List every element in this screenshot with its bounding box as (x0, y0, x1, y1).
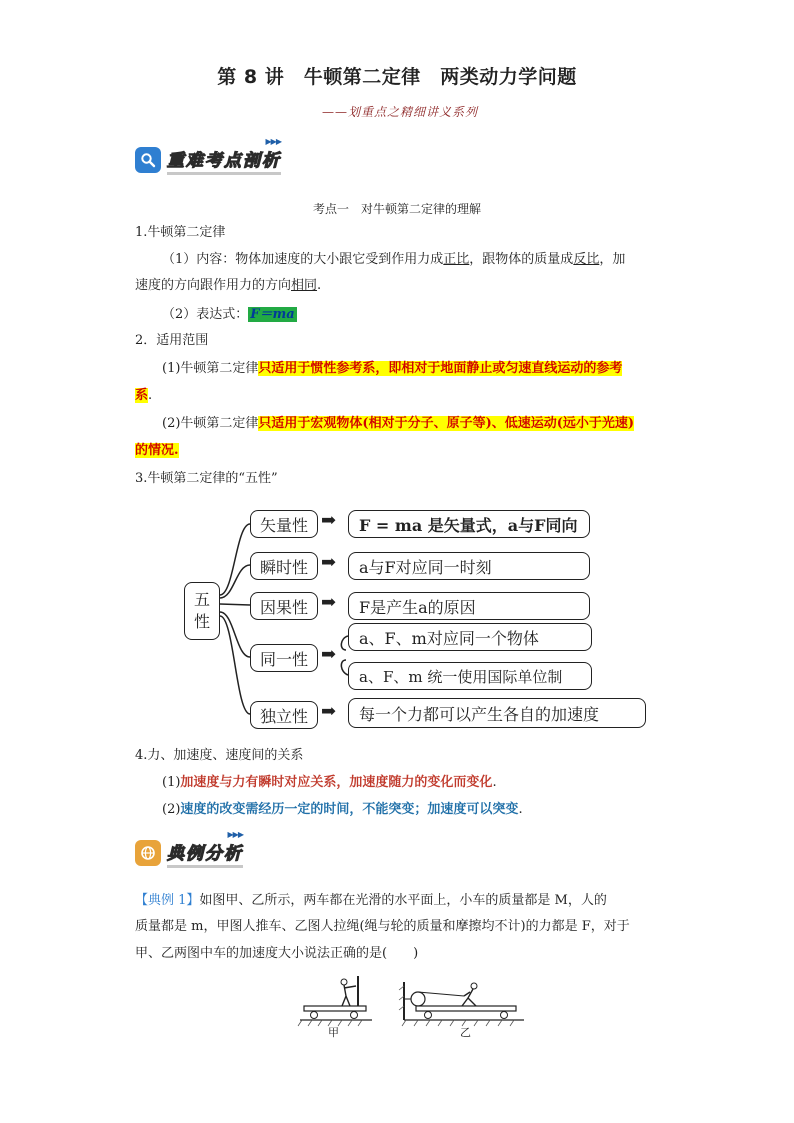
example-tag: 【典例 1】 (135, 893, 200, 908)
s4-heading: 4.力、加速度、速度间的关系 (135, 748, 304, 763)
property-desc-identity-1: a、F、m对应同一个物体 (348, 623, 592, 651)
property-label-identity: 同一性 (250, 644, 318, 672)
arrow-right-icon: ➡ (321, 701, 337, 722)
example-1-line2: 质量都是 m，甲图人推车、乙图人拉绳(绳与轮的质量和摩擦均不计)的力都是 F，对于 (135, 919, 630, 934)
key-point-title: 考点一 对牛顿第二定律的理解 (312, 202, 481, 216)
s2-heading: 2．适用范围 (135, 333, 209, 348)
section-badge-examples (135, 830, 243, 868)
arrows-icon: ▶▶▶ (265, 137, 281, 146)
formula-f-ma: F＝ma (250, 307, 295, 322)
property-desc-instant: a与F对应同一时刻 (348, 552, 590, 580)
figure-label-yi: 乙 (460, 1026, 471, 1039)
property-desc-independent: 每一个力都可以产生各自的加速度 (348, 698, 646, 728)
property-desc-causal: F是产生a的原因 (348, 592, 590, 620)
s2-p2-line1: (2)牛顿第二定律只适用于宏观物体(相对于分子、原子等)、低速运动(远小于光速) (162, 416, 635, 431)
series-subtitle: ——划重点之精细讲义系列 (322, 105, 479, 119)
property-desc-vector: F = ma 是矢量式，a与F同向 (348, 510, 590, 538)
page-title: 第 8 讲 牛顿第二定律 两类动力学问题 (217, 66, 577, 88)
search-icon (135, 147, 161, 173)
property-label-independent: 独立性 (250, 701, 318, 729)
property-label-vector: 矢量性 (250, 510, 318, 538)
section-badge-key-points (135, 137, 281, 175)
arrow-right-icon: ➡ (321, 592, 337, 613)
s4-p1: (1)加速度与力有瞬时对应关系，加速度随力的变化而变化. (162, 775, 497, 790)
s2-p1-line2: 系. (135, 388, 153, 403)
figure-label-jia: 甲 (328, 1026, 339, 1039)
example-1-line3: 甲、乙两图中车的加速度大小说法正确的是( ) (135, 946, 419, 961)
arrows-icon: ▶▶▶ (227, 830, 243, 839)
s1-heading: 1.牛顿第二定律 (135, 225, 226, 240)
property-label-instant: 瞬时性 (250, 552, 318, 580)
section-label: 重难考点剖析 (167, 146, 281, 175)
arrow-right-icon: ➡ (321, 644, 337, 665)
five-properties-center: 五 性 (184, 582, 220, 640)
section-label: 典例分析 (167, 839, 243, 868)
s1-formula-line: （2）表达式： F＝ma (162, 307, 295, 322)
arrow-right-icon: ➡ (321, 510, 337, 531)
s3-heading: 3.牛顿第二定律的“五性” (135, 471, 278, 486)
example-1-line1: 【典例 1】如图甲、乙所示，两车都在光滑的水平面上，小车的质量都是 M，人的 (135, 893, 607, 908)
s2-p2-line2: 的情况. (135, 443, 179, 458)
property-desc-identity-2: a、F、m 统一使用国际单位制 (348, 662, 592, 690)
five-properties-diagram (176, 500, 646, 740)
s1-content-line1: （1）内容：物体加速度的大小跟它受到作用力成正比，跟物体的质量成反比，加 (162, 252, 626, 267)
s1-content-line2: 速度的方向跟作用力的方向相同. (135, 278, 322, 293)
property-label-causal: 因果性 (250, 592, 318, 620)
arrow-right-icon: ➡ (321, 552, 337, 573)
s4-p2: (2)速度的改变需经历一定的时间，不能突变；加速度可以突变. (162, 802, 523, 817)
globe-icon (135, 840, 161, 866)
s2-p1-line1: (1)牛顿第二定律只适用于惯性参考系，即相对于地面静止或匀速直线运动的参考 (162, 361, 623, 376)
